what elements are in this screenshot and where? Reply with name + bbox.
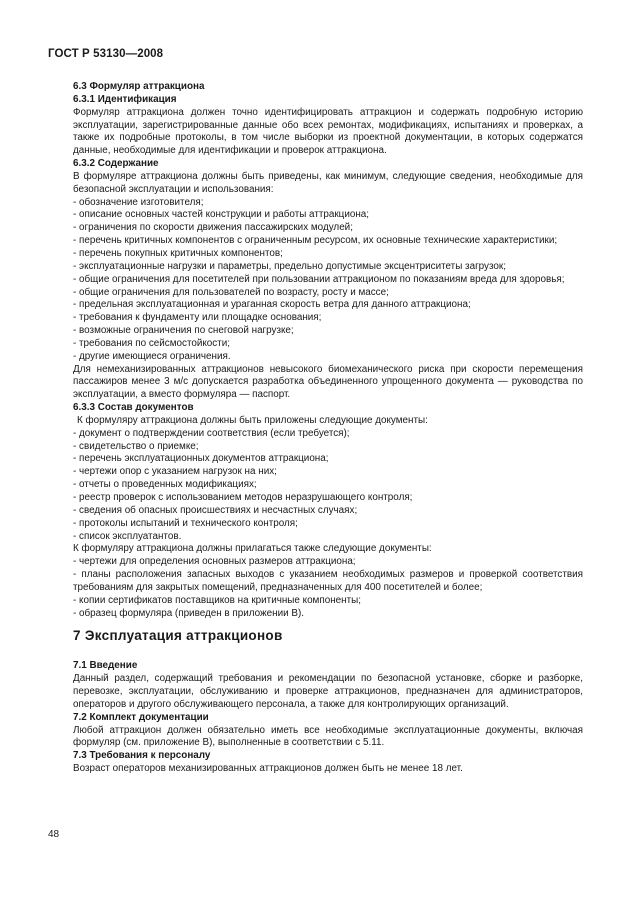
list-item: - обозначение изготовителя; bbox=[73, 196, 204, 208]
section-7-3-heading: 7.3 Требования к персоналу bbox=[73, 750, 211, 762]
list-item: - другие имеющиеся ограничения. bbox=[73, 350, 231, 362]
list-item: - отчеты о проведенных модификациях; bbox=[73, 479, 257, 491]
section-6-3-1-heading: 6.3.1 Идентификация bbox=[73, 93, 177, 105]
list-item: - перечень критичных компонентов с ограниченным ресурсом, их основные технические характеристики; bbox=[73, 235, 558, 247]
list-item: - общие ограничения для пользователей по возрасту, росту и массе; bbox=[73, 286, 389, 298]
list-item: - общие ограничения для посетителей при пользовании аттракционом по показаниям вреда для здоровья; bbox=[73, 273, 565, 285]
list-item: - возможные ограничения по снеговой нагрузке; bbox=[73, 325, 294, 337]
list-item: - предельная эксплуатационная и ураганная скорость ветра для данного аттракциона; bbox=[73, 299, 471, 311]
document-header: ГОСТ Р 53130—2008 bbox=[48, 48, 164, 60]
list-item: - реестр проверок с использованием методов неразрушающего контроля; bbox=[73, 492, 413, 503]
section-6-3-3-intro: К формуляру аттракциона должны быть приложены следующие документы: bbox=[77, 414, 428, 426]
list-item: - ограничения по скорости движения пассажирских модулей; bbox=[73, 222, 353, 234]
section-7-1-paragraph: Данный раздел, содержащий требования и рекомендации по безопасной установке, сборке и разборке, перевозке, эксплуатации, обслуживанию и проверке аттракционов, предназначен для администраторов, операторов и другого обслуживающего персонала, а также для контролирующих организаций. bbox=[73, 673, 583, 710]
list-item: - список эксплуатантов. bbox=[73, 530, 182, 542]
section-7-1-heading: 7.1 Введение bbox=[73, 660, 138, 672]
section-6-3-1-paragraph: Формуляр аттракциона должен точно идентифицировать аттракцион и содержать подробную историю эксплуатации, зарегистрированные данные обо всех ремонтах, модификациях, испытаниях и проверках, а также их подробные протоколы, в том числе выборки из проектной документации, в которых содержатся данные, необходимые для идентификации и проверок аттракциона. bbox=[73, 106, 583, 157]
list-item: - перечень покупных критичных компонентов; bbox=[73, 247, 283, 259]
section-6-3-2-intro: В формуляре аттракциона должны быть приведены, как минимум, следующие сведения, необходимые для безопасной эксплуатации и использования: bbox=[73, 170, 583, 195]
section-7-2-paragraph: Любой аттракцион должен обязательно иметь все необходимые эксплуатационные документы, включая формуляр (см. приложение В), выполненные в соответствии с 5.11. bbox=[73, 724, 583, 749]
list-item: - эксплуатационные нагрузки и параметры, предельно допустимые эксцентриситеты загрузок; bbox=[73, 260, 506, 272]
list-item: - требования по сейсмостойкости; bbox=[73, 337, 231, 349]
section-6-3-heading: 6.3 Формуляр аттракциона bbox=[73, 81, 205, 92]
list-item: - требования к фундаменту или площадке основания; bbox=[73, 312, 322, 324]
section-7-3-paragraph: Возраст операторов механизированных аттракционов должен быть не менее 18 лет. bbox=[73, 763, 463, 775]
list-item: - свидетельство о приемке; bbox=[73, 440, 199, 452]
section-7-2-heading: 7.2 Комплект документации bbox=[73, 711, 209, 723]
list-item: - образец формуляра (приведен в приложении В). bbox=[73, 607, 304, 619]
section-6-3-3-also: К формуляру аттракциона должны прилагаться также следующие документы: bbox=[73, 543, 432, 555]
section-7-heading: 7 Эксплуатация аттракционов bbox=[73, 628, 283, 644]
list-item: - планы расположения запасных выходов с указанием необходимых размеров и проверкой соответствия требованиям для закрытых помещений, предназначенных для 400 посетителей и более; bbox=[73, 569, 583, 593]
list-item: - копии сертификатов поставщиков на критичные компоненты; bbox=[73, 594, 361, 606]
section-6-3-2-note: Для немеханизированных аттракционов невысокого биомеханического риска при скорости перемещения пассажиров менее 3 м/с допускается разработка объединенного упрощенного документа — руководства по эксплуатации, а вместо формуляра — паспорт. bbox=[73, 363, 583, 401]
section-6-3-3-heading: 6.3.3 Состав документов bbox=[73, 402, 194, 414]
list-item: - описание основных частей конструкции и работы аттракциона; bbox=[73, 209, 370, 221]
list-item: - сведения об опасных происшествиях и несчастных случаях; bbox=[73, 504, 358, 516]
list-item: - документ о подтверждении соответствия (если требуется); bbox=[73, 427, 350, 439]
list-item: - чертежи для определения основных размеров аттракциона; bbox=[73, 556, 356, 568]
list-item: - перечень эксплуатационных документов аттракциона; bbox=[73, 453, 329, 465]
document-body bbox=[48, 81, 583, 776]
section-6-3-2-heading: 6.3.2 Содержание bbox=[73, 158, 159, 170]
page-number: 48 bbox=[48, 829, 60, 840]
list-item: - протоколы испытаний и технического контроля; bbox=[73, 517, 298, 529]
list-item: - чертежи опор с указанием нагрузок на них; bbox=[73, 466, 277, 478]
